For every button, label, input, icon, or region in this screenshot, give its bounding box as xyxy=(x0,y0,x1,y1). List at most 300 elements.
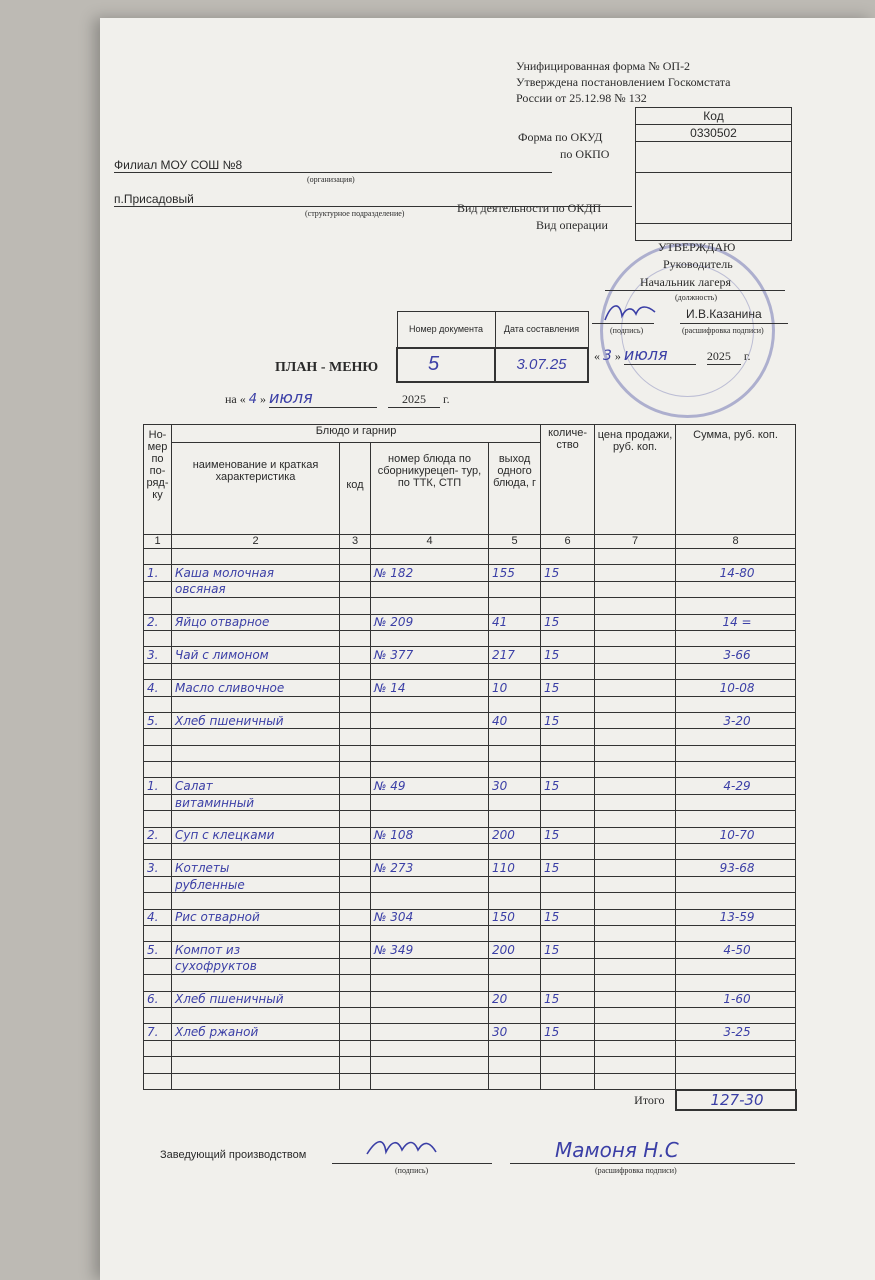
cell-recipe xyxy=(371,925,489,941)
cell-code xyxy=(340,942,371,958)
cell-code xyxy=(340,762,371,778)
cell-sum: 3-25 xyxy=(676,1024,796,1040)
cell-name: витаминный xyxy=(172,794,340,810)
cell-price xyxy=(595,729,676,745)
okud-label: Форма по ОКУД xyxy=(518,130,603,144)
cell-price xyxy=(595,794,676,810)
cell-n: 4. xyxy=(144,909,172,925)
cell-n xyxy=(144,729,172,745)
table-row xyxy=(144,925,796,941)
cell-yield xyxy=(489,893,541,909)
cell-sum xyxy=(676,1040,796,1056)
cell-n xyxy=(144,549,172,565)
cell-name xyxy=(172,1040,340,1056)
table-row xyxy=(144,581,796,597)
cell-sum xyxy=(676,958,796,974)
cell-code xyxy=(340,630,371,646)
cell-recipe: № 349 xyxy=(371,942,489,958)
cell-recipe xyxy=(371,1024,489,1040)
total-label: Итого xyxy=(634,1092,665,1107)
cell-recipe: № 273 xyxy=(371,860,489,876)
cell-n xyxy=(144,630,172,646)
dish-group-header: Блюдо и гарнир xyxy=(172,425,541,443)
subdivision-name: п.Присадовый xyxy=(114,192,194,206)
table-row xyxy=(144,827,796,843)
cell-qty xyxy=(541,1073,595,1090)
cell-name xyxy=(172,1057,340,1073)
cell-code xyxy=(340,1057,371,1073)
cell-qty: 15 xyxy=(541,909,595,925)
col-number-cell: 8 xyxy=(676,535,796,549)
cell-n xyxy=(144,745,172,761)
cell-name xyxy=(172,630,340,646)
cell-n xyxy=(144,975,172,991)
footer-signature xyxy=(362,1134,442,1160)
cell-price xyxy=(595,680,676,696)
cell-code xyxy=(340,712,371,728)
col-yield-header: выход одного блюда, г xyxy=(489,443,541,535)
cell-qty: 15 xyxy=(541,991,595,1007)
table-row xyxy=(144,794,796,810)
cell-n: 2. xyxy=(144,827,172,843)
cell-sum xyxy=(676,630,796,646)
cell-price xyxy=(595,663,676,679)
col-number-header: Но- мер по по- ряд- ку xyxy=(144,425,172,535)
cell-code xyxy=(340,598,371,614)
cell-recipe: № 209 xyxy=(371,614,489,630)
cell-price xyxy=(595,1007,676,1023)
cell-qty xyxy=(541,893,595,909)
cell-code xyxy=(340,647,371,663)
col-price-header: цена продажи, руб. коп. xyxy=(595,425,676,535)
cell-name xyxy=(172,745,340,761)
cell-yield: 110 xyxy=(489,860,541,876)
cell-yield xyxy=(489,598,541,614)
cell-price xyxy=(595,565,676,581)
okdp-label: Вид деятельности по ОКДП xyxy=(457,201,602,215)
code-header: Код xyxy=(636,108,792,125)
cell-sum xyxy=(676,794,796,810)
menu-table xyxy=(143,424,797,1111)
cell-yield: 10 xyxy=(489,680,541,696)
cell-yield xyxy=(489,811,541,827)
cell-sum: 14 = xyxy=(676,614,796,630)
cell-yield xyxy=(489,1040,541,1056)
cell-code xyxy=(340,893,371,909)
table-row xyxy=(144,762,796,778)
cell-name xyxy=(172,598,340,614)
cell-sum xyxy=(676,696,796,712)
cell-qty xyxy=(541,794,595,810)
cell-n xyxy=(144,581,172,597)
cell-recipe xyxy=(371,1057,489,1073)
name-line xyxy=(680,323,788,324)
operation-code xyxy=(636,224,792,241)
cell-price xyxy=(595,925,676,941)
cell-sum xyxy=(676,581,796,597)
cell-yield xyxy=(489,925,541,941)
okpo-label: по ОКПО xyxy=(560,147,610,161)
col-number-cell: 4 xyxy=(371,535,489,549)
cell-recipe xyxy=(371,893,489,909)
cell-price xyxy=(595,581,676,597)
footer-name-caption: (расшифровка подписи) xyxy=(595,1166,677,1175)
table-row xyxy=(144,893,796,909)
cell-yield: 217 xyxy=(489,647,541,663)
cell-name xyxy=(172,696,340,712)
approval-position: Начальник лагеря xyxy=(640,275,732,289)
cell-qty: 15 xyxy=(541,827,595,843)
cell-recipe xyxy=(371,844,489,860)
table-row xyxy=(144,565,796,581)
menu-date: на « 4 » июля 2025 г. xyxy=(225,388,450,407)
cell-price xyxy=(595,893,676,909)
cell-sum xyxy=(676,893,796,909)
cell-code xyxy=(340,1024,371,1040)
cell-code xyxy=(340,663,371,679)
cell-price xyxy=(595,876,676,892)
table-row xyxy=(144,1073,796,1090)
col-number-cell: 5 xyxy=(489,535,541,549)
cell-recipe xyxy=(371,991,489,1007)
cell-code xyxy=(340,680,371,696)
cell-recipe xyxy=(371,598,489,614)
total-value: 127-30 xyxy=(676,1090,796,1110)
approval-role: Руководитель xyxy=(663,257,733,271)
cell-yield: 200 xyxy=(489,827,541,843)
cell-sum xyxy=(676,1073,796,1090)
document-box xyxy=(396,311,589,383)
cell-recipe xyxy=(371,794,489,810)
cell-qty: 15 xyxy=(541,680,595,696)
cell-recipe xyxy=(371,745,489,761)
cell-n xyxy=(144,696,172,712)
okud-code: 0330502 xyxy=(636,125,792,142)
cell-recipe: № 304 xyxy=(371,909,489,925)
cell-n: 1. xyxy=(144,778,172,794)
cell-name xyxy=(172,1007,340,1023)
organization-caption: (организация) xyxy=(307,175,355,184)
cell-n: 6. xyxy=(144,991,172,1007)
organization-line xyxy=(114,172,552,173)
cell-qty xyxy=(541,581,595,597)
cell-code xyxy=(340,614,371,630)
cell-yield xyxy=(489,729,541,745)
cell-price xyxy=(595,614,676,630)
position-line xyxy=(605,290,785,291)
cell-code xyxy=(340,581,371,597)
cell-recipe xyxy=(371,630,489,646)
cell-price xyxy=(595,860,676,876)
cell-n: 3. xyxy=(144,647,172,663)
cell-recipe xyxy=(371,1040,489,1056)
signature-line xyxy=(592,323,654,324)
cell-code xyxy=(340,549,371,565)
okpo-code xyxy=(636,142,792,173)
col-number-cell: 1 xyxy=(144,535,172,549)
table-row xyxy=(144,942,796,958)
table-row xyxy=(144,811,796,827)
cell-sum xyxy=(676,844,796,860)
table-row xyxy=(144,1007,796,1023)
cell-code xyxy=(340,1073,371,1090)
cell-name: Компот из xyxy=(172,942,340,958)
cell-qty: 15 xyxy=(541,1024,595,1040)
cell-qty xyxy=(541,696,595,712)
cell-price xyxy=(595,909,676,925)
cell-n xyxy=(144,1057,172,1073)
cell-qty: 15 xyxy=(541,565,595,581)
cell-sum xyxy=(676,745,796,761)
cell-qty xyxy=(541,549,595,565)
cell-qty xyxy=(541,811,595,827)
cell-name: Хлеб ржаной xyxy=(172,1024,340,1040)
cell-yield xyxy=(489,630,541,646)
cell-recipe xyxy=(371,958,489,974)
footer-name-line xyxy=(510,1163,795,1164)
cell-yield xyxy=(489,762,541,778)
cell-name: Масло сливочное xyxy=(172,680,340,696)
cell-price xyxy=(595,1040,676,1056)
cell-name xyxy=(172,893,340,909)
organization-name: Филиал МОУ СОШ №8 xyxy=(114,158,243,172)
col-name-header: наименование и краткая характеристика xyxy=(172,443,340,535)
menu-day: 4 xyxy=(248,392,258,407)
table-row xyxy=(144,860,796,876)
cell-price xyxy=(595,811,676,827)
table-row xyxy=(144,598,796,614)
cell-n xyxy=(144,762,172,778)
cell-n: 3. xyxy=(144,860,172,876)
cell-recipe xyxy=(371,1007,489,1023)
cell-yield xyxy=(489,975,541,991)
cell-yield: 155 xyxy=(489,565,541,581)
cell-recipe: № 108 xyxy=(371,827,489,843)
cell-n: 2. xyxy=(144,614,172,630)
approved-line-2: России от 25.12.98 № 132 xyxy=(516,91,647,105)
cell-recipe xyxy=(371,696,489,712)
footer-signature-caption: (подпись) xyxy=(395,1166,429,1175)
cell-n xyxy=(144,663,172,679)
cell-qty: 15 xyxy=(541,647,595,663)
cell-yield xyxy=(489,1057,541,1073)
cell-name: Каша молочная xyxy=(172,565,340,581)
cell-name: Котлеты xyxy=(172,860,340,876)
cell-name xyxy=(172,729,340,745)
cell-n xyxy=(144,1040,172,1056)
cell-n xyxy=(144,925,172,941)
table-row xyxy=(144,647,796,663)
cell-yield xyxy=(489,958,541,974)
cell-price xyxy=(595,696,676,712)
cell-code xyxy=(340,909,371,925)
cell-qty xyxy=(541,925,595,941)
cell-yield: 40 xyxy=(489,712,541,728)
cell-n xyxy=(144,1007,172,1023)
cell-yield xyxy=(489,581,541,597)
cell-name xyxy=(172,1073,340,1090)
table-row xyxy=(144,712,796,728)
cell-qty xyxy=(541,598,595,614)
cell-sum xyxy=(676,663,796,679)
cell-code xyxy=(340,729,371,745)
cell-name: Хлеб пшеничный xyxy=(172,712,340,728)
col-number-cell: 3 xyxy=(340,535,371,549)
menu-year: 2025 xyxy=(388,392,440,408)
cell-sum: 1-60 xyxy=(676,991,796,1007)
table-row xyxy=(144,696,796,712)
cell-recipe: № 182 xyxy=(371,565,489,581)
okdp-code xyxy=(636,173,792,224)
cell-sum: 10-08 xyxy=(676,680,796,696)
col-number-cell: 7 xyxy=(595,535,676,549)
cell-recipe: № 49 xyxy=(371,778,489,794)
cell-n xyxy=(144,958,172,974)
cell-price xyxy=(595,991,676,1007)
cell-sum xyxy=(676,975,796,991)
cell-price xyxy=(595,844,676,860)
cell-yield xyxy=(489,549,541,565)
cell-sum xyxy=(676,925,796,941)
cell-name: Салат xyxy=(172,778,340,794)
doc-number-label: Номер документа xyxy=(397,312,495,348)
cell-qty xyxy=(541,1057,595,1073)
cell-recipe: № 377 xyxy=(371,647,489,663)
cell-price xyxy=(595,549,676,565)
form-sheet xyxy=(100,18,875,1280)
cell-qty: 15 xyxy=(541,860,595,876)
table-row xyxy=(144,745,796,761)
table-row xyxy=(144,614,796,630)
footer-signature-line xyxy=(332,1163,492,1164)
cell-qty xyxy=(541,876,595,892)
table-row xyxy=(144,549,796,565)
name-caption: (расшифровка подписи) xyxy=(682,326,764,335)
cell-sum xyxy=(676,811,796,827)
cell-sum xyxy=(676,876,796,892)
cell-n xyxy=(144,598,172,614)
form-header xyxy=(516,58,730,106)
cell-sum: 10-70 xyxy=(676,827,796,843)
cell-sum: 4-29 xyxy=(676,778,796,794)
cell-qty: 15 xyxy=(541,614,595,630)
cell-code xyxy=(340,844,371,860)
operation-label: Вид операции xyxy=(536,218,608,232)
footer-name: Мамоня Н.С xyxy=(555,1138,679,1162)
approved-line-1: Утверждена постановлением Госкомстата xyxy=(516,75,731,89)
cell-sum: 13-59 xyxy=(676,909,796,925)
doc-number-value: 5 xyxy=(397,348,495,382)
cell-yield xyxy=(489,844,541,860)
table-row xyxy=(144,630,796,646)
cell-name xyxy=(172,811,340,827)
cell-name: Хлеб пшеничный xyxy=(172,991,340,1007)
table-row xyxy=(144,909,796,925)
cell-name xyxy=(172,549,340,565)
cell-price xyxy=(595,1024,676,1040)
cell-name: Рис отварной xyxy=(172,909,340,925)
cell-name xyxy=(172,663,340,679)
cell-sum xyxy=(676,762,796,778)
col-number-cell: 6 xyxy=(541,535,595,549)
col-number-cell: 2 xyxy=(172,535,340,549)
cell-recipe xyxy=(371,975,489,991)
cell-code xyxy=(340,1007,371,1023)
document-title: ПЛАН - МЕНЮ xyxy=(275,360,379,375)
cell-code xyxy=(340,827,371,843)
cell-price xyxy=(595,778,676,794)
cell-recipe xyxy=(371,549,489,565)
cell-name: Яйцо отварное xyxy=(172,614,340,630)
cell-price xyxy=(595,942,676,958)
cell-qty xyxy=(541,844,595,860)
cell-price xyxy=(595,762,676,778)
cell-price xyxy=(595,712,676,728)
cell-qty xyxy=(541,630,595,646)
table-row xyxy=(144,663,796,679)
table-row xyxy=(144,729,796,745)
cell-name: Чай с лимоном xyxy=(172,647,340,663)
table-row xyxy=(144,680,796,696)
cell-code xyxy=(340,958,371,974)
col-code-header: код xyxy=(340,443,371,535)
table-row xyxy=(144,991,796,1007)
cell-price xyxy=(595,1057,676,1073)
col-qty-header: количе- ство xyxy=(541,425,595,535)
cell-recipe xyxy=(371,712,489,728)
form-title: Унифицированная форма № ОП-2 xyxy=(516,59,691,73)
cell-price xyxy=(595,745,676,761)
cell-price xyxy=(595,975,676,991)
cell-code xyxy=(340,925,371,941)
cell-n xyxy=(144,893,172,909)
cell-sum: 4-50 xyxy=(676,942,796,958)
cell-yield: 30 xyxy=(489,778,541,794)
cell-recipe xyxy=(371,581,489,597)
approval-year: 2025 xyxy=(707,349,741,365)
cell-name: овсяная xyxy=(172,581,340,597)
cell-n: 4. xyxy=(144,680,172,696)
cell-code xyxy=(340,745,371,761)
approval-title: УТВЕРЖДАЮ xyxy=(658,240,736,254)
col-sum-header: Сумма, руб. коп. xyxy=(676,425,796,535)
cell-price xyxy=(595,827,676,843)
cell-qty xyxy=(541,745,595,761)
cell-name xyxy=(172,762,340,778)
cell-code xyxy=(340,860,371,876)
cell-yield: 30 xyxy=(489,1024,541,1040)
cell-price xyxy=(595,598,676,614)
cell-recipe xyxy=(371,876,489,892)
cell-qty xyxy=(541,958,595,974)
cell-name: сухофруктов xyxy=(172,958,340,974)
cell-sum: 14-80 xyxy=(676,565,796,581)
cell-qty xyxy=(541,762,595,778)
cell-yield xyxy=(489,876,541,892)
approval-date: « 3 » июля 2025 г. xyxy=(594,345,751,364)
cell-code xyxy=(340,975,371,991)
cell-n xyxy=(144,811,172,827)
cell-name xyxy=(172,844,340,860)
cell-sum xyxy=(676,1057,796,1073)
cell-name: Суп с клецками xyxy=(172,827,340,843)
cell-price xyxy=(595,647,676,663)
subdivision-caption: (структурное подразделение) xyxy=(305,209,405,218)
table-row xyxy=(144,975,796,991)
signature-caption: (подпись) xyxy=(610,326,644,335)
cell-recipe xyxy=(371,811,489,827)
cell-sum xyxy=(676,598,796,614)
